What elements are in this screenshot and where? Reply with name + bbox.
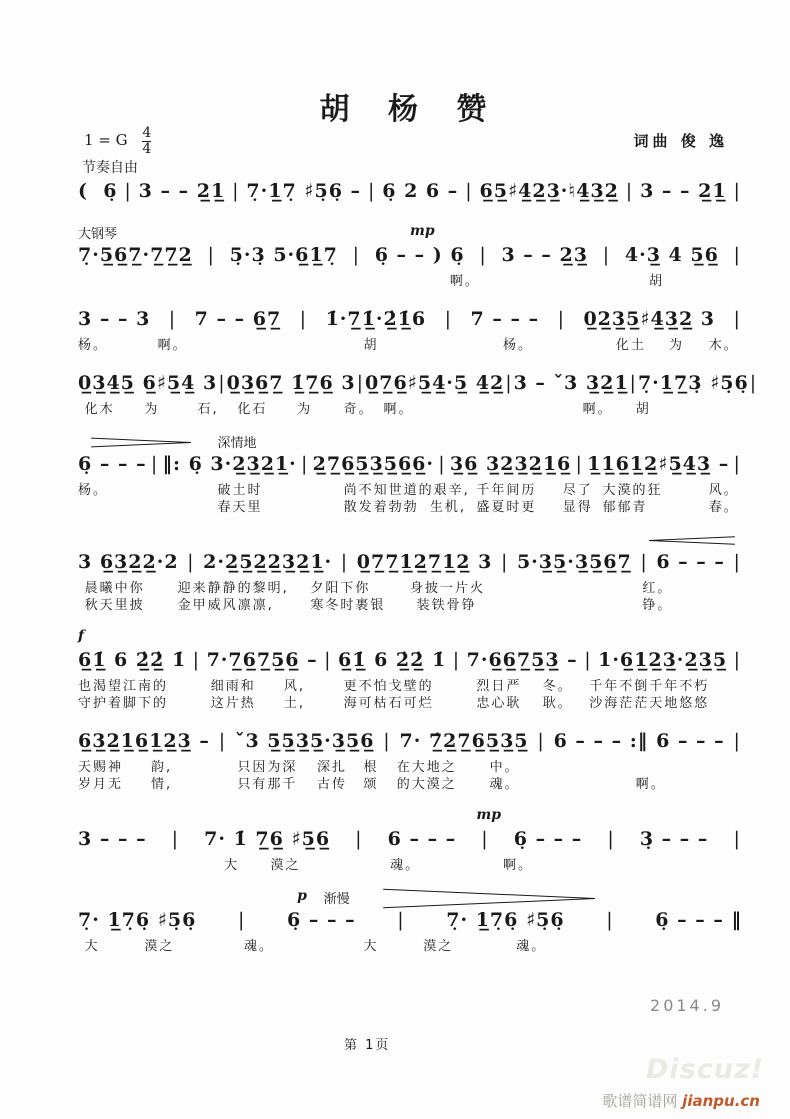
- lyric-syllable: 海可枯石可烂: [343, 696, 434, 711]
- lyric-syllable: 春。: [708, 500, 739, 515]
- measure: 6̲1̲̇ 6 2̲̇2̲̇ 1̇: [78, 649, 187, 671]
- measure: 7· 1̇ 7̲6̲ ♯5̲6̲: [204, 828, 331, 850]
- measure: 3 6̲3̲2̲2̲·2: [78, 551, 179, 573]
- measure: 7̣·5̲6̲7̲·7̲7̲2̲: [78, 244, 193, 266]
- lyric-syllable: 大漠的狂: [602, 483, 663, 498]
- lyric-syllable: 韵,: [151, 760, 173, 775]
- measure: 6̲5̲♯4̲2̲3̲·♮4̲3̲2̲: [479, 180, 619, 202]
- lyric-syllable: 啊。: [449, 274, 480, 289]
- barline: |: [602, 244, 611, 266]
- decrescendo-hairpin: [91, 437, 191, 447]
- notation-line: [78, 240, 742, 270]
- measure: 6 – – –: [387, 828, 457, 850]
- music-system-8: [78, 726, 742, 790]
- lyric-syllable: 化土: [615, 338, 646, 353]
- barline: |: [232, 180, 240, 202]
- barline: |: [355, 828, 363, 850]
- measure: 5̣·3̣ 5·6̲1̲7̣: [229, 244, 338, 266]
- barline: |: [733, 244, 741, 266]
- key-time-signature: [84, 126, 151, 156]
- time-signature-denominator: 4: [142, 140, 152, 157]
- key-signature: 1 = G: [84, 131, 128, 150]
- barline: |: [481, 828, 489, 850]
- barline: |: [237, 909, 246, 931]
- markings-row: [78, 888, 742, 905]
- measure: 0̲2̲3̲5̲♯4̲3̲2̲ 3: [583, 308, 716, 330]
- expression-marking: 大钢琴: [78, 227, 118, 242]
- music-system-3: [78, 304, 742, 351]
- barline: |: [438, 453, 446, 475]
- measure: 0̲7̲7̲1̲2̲7̲1̲2̲ 3: [356, 551, 493, 573]
- barline: |: [383, 730, 391, 752]
- lyric-syllable: 情,: [151, 777, 173, 792]
- lyric-syllable: 风,: [283, 679, 305, 694]
- measure: 1̲1̲6̲1̲2̲♯5̲4̲3̲ –: [587, 453, 730, 475]
- lyric-syllable: 只有那千: [237, 777, 298, 792]
- time-signature: [142, 126, 151, 156]
- measure: 6 – – –: [656, 551, 725, 573]
- barline: |: [537, 730, 545, 752]
- measure: 6̲1̲̇ 6 2̲̇2̲̇ 1̇: [338, 649, 447, 671]
- markings-row: [78, 432, 742, 449]
- music-system-1: [78, 176, 742, 206]
- site-watermark: [602, 1090, 760, 1111]
- lyric-syllable: 春天里: [217, 500, 263, 515]
- measure: ‖: 6̣ 3·2̲3̲2̲1̲·: [162, 453, 297, 475]
- barline: |: [733, 551, 741, 573]
- lyric-syllable: 铮。: [642, 598, 673, 613]
- composition-date: 2014.9: [650, 996, 724, 1015]
- barline: |: [733, 828, 741, 850]
- measure: 7 – – –: [470, 308, 540, 330]
- measure: 6̣ – – – ‖: [655, 909, 742, 931]
- lyric-syllable: 为: [297, 402, 313, 417]
- barline: |: [187, 551, 195, 573]
- markings-row: [78, 628, 742, 645]
- lyric-syllable: 为: [144, 402, 160, 417]
- measure: 5·3̲5̲·3̲5̲6̲7̲: [516, 551, 632, 573]
- lyric-syllable: 颂: [363, 777, 379, 792]
- measure: 1·6̲1̲2̲3̲·2̲3̲5̲: [598, 649, 728, 671]
- lyric-syllable: 大: [363, 939, 379, 954]
- music-system-9: [78, 807, 742, 871]
- notation-line: [78, 176, 742, 206]
- music-system-4: [78, 368, 758, 417]
- notation-line: [78, 645, 742, 675]
- barline: |: [452, 649, 461, 671]
- lyrics-line: [78, 270, 742, 287]
- lyric-syllable: 中。: [489, 760, 520, 775]
- barline: |: [575, 453, 583, 475]
- barline: |: [733, 308, 741, 330]
- barline: |: [397, 909, 405, 931]
- page-number: 第 1页: [344, 1038, 391, 1053]
- lyric-syllable: 红。: [642, 581, 673, 596]
- lyric-syllable: 装铁骨铮: [416, 598, 477, 613]
- measure: 3 – – 2̲1̲: [138, 180, 226, 202]
- barline: |: [629, 372, 637, 394]
- measure: 7̣· 1̲7̣6̣ ♯5̣6̣: [78, 909, 197, 931]
- lyric-syllable: 岁月无: [78, 777, 124, 792]
- lyric-syllable: 盛夏时更: [476, 500, 537, 515]
- lyric-syllable: 生机,: [429, 500, 467, 515]
- measure: 7 – – 6̲7̲: [194, 308, 282, 330]
- lyric-syllable: 为: [668, 338, 684, 353]
- lyric-syllable: 烈日严: [476, 679, 522, 694]
- barline: |: [557, 308, 565, 330]
- measure: 6̣ – – –: [287, 909, 356, 931]
- measure: 4·3̲ 4 5̲6̲: [624, 244, 719, 266]
- barline: |: [749, 372, 758, 394]
- lyrics-line: [78, 773, 742, 790]
- barline: |: [340, 551, 349, 573]
- markings-row: [78, 223, 742, 240]
- lyric-syllable: 木。: [708, 338, 739, 353]
- lyric-syllable: 风。: [708, 483, 739, 498]
- measure: 0̲7̲6̲♯5̲4̲·5̲ 4̲2̲: [365, 372, 505, 394]
- measure: 6̣ – – –: [78, 453, 147, 475]
- barline: |: [171, 828, 180, 850]
- lyric-syllable: 显得: [562, 500, 593, 515]
- lyrics-line: [78, 935, 742, 952]
- lyric-syllable: 郁郁青: [602, 500, 648, 515]
- lyric-syllable: 尚不知世道的艰辛,: [343, 483, 470, 498]
- lyric-syllable: 啊。: [157, 338, 188, 353]
- music-system-2: [78, 223, 742, 287]
- lyric-syllable: 魂。: [244, 939, 275, 954]
- notation-systems: [78, 176, 758, 969]
- lyric-syllable: 漠之: [270, 858, 301, 873]
- lyric-syllable: 土,: [283, 696, 305, 711]
- measure: 3 – ˇ3 3̲2̲1̲: [513, 372, 629, 394]
- song-title: 胡 杨 赞: [319, 92, 501, 127]
- lyric-syllable: 守护着脚下的: [78, 696, 169, 711]
- lyric-syllable: 啊。: [635, 777, 666, 792]
- lyric-syllable: 魂。: [489, 777, 520, 792]
- measure: 7·6̲6̲7̲5̲3̲ –: [466, 649, 578, 671]
- music-system-7: [78, 628, 742, 709]
- lyric-syllable: 身披一片火: [410, 581, 486, 596]
- lyric-syllable: 更不怕戈壁的: [343, 679, 434, 694]
- markings-row: [78, 807, 742, 824]
- lyric-syllable: 魂。: [516, 939, 547, 954]
- measure: 7̣·1̲7̣ ♯5̣6̣ –: [246, 180, 362, 202]
- lyric-syllable: 只因为深: [237, 760, 298, 775]
- barline: |: [367, 180, 376, 202]
- lyric-syllable: 大: [84, 939, 100, 954]
- lyrics-line: [78, 334, 742, 351]
- lyrics-line: [78, 594, 742, 611]
- barline: |: [584, 649, 592, 671]
- lyrics-line: [78, 756, 742, 773]
- lyric-syllable: 啊。: [383, 402, 414, 417]
- lyric-syllable: 根: [363, 760, 379, 775]
- notation-line: [78, 905, 742, 935]
- lyric-syllable: 迎来静静的黎明,: [177, 581, 289, 596]
- measure: ˇ3 5̲5̲3̲5̲·3̲5̲6̲: [234, 730, 375, 752]
- expression-marking: 深情地: [217, 436, 257, 451]
- lyrics-line: [78, 577, 742, 594]
- lyric-syllable: 破土时: [217, 483, 263, 498]
- lyric-syllable: 奇。: [343, 402, 374, 417]
- barline: |: [500, 551, 509, 573]
- lyric-syllable: 漠之: [423, 939, 454, 954]
- notation-line: [78, 304, 742, 334]
- lyric-syllable: 化石: [237, 402, 268, 417]
- lyrics-line: [78, 854, 742, 871]
- barline: |: [640, 551, 648, 573]
- barline: |: [733, 453, 741, 475]
- site-watermark-domain: jianpu.cn: [682, 1092, 760, 1110]
- measure: 3̣ – – –: [639, 828, 709, 850]
- lyric-syllable: 化木: [84, 402, 115, 417]
- lyric-syllable: 这片热: [210, 696, 256, 711]
- barline: |: [150, 453, 159, 475]
- measure: 7̣· 1̲7̣6̣ ♯5̣6̣: [446, 909, 565, 931]
- lyric-syllable: 啊。: [582, 402, 613, 417]
- measure: 6̣ 2 6 –: [382, 180, 459, 202]
- measure: 0̲3̲4̲5̲ 6̲♯5̲4̲ 3: [78, 372, 218, 394]
- lyric-syllable: 天赐神: [78, 760, 124, 775]
- discuz-watermark: Discuz!: [646, 1054, 764, 1085]
- site-watermark-name: 歌谱简谱网: [602, 1092, 678, 1110]
- dynamic-marking: mp: [476, 807, 501, 823]
- lyric-syllable: 沙海茫茫天地悠悠: [589, 696, 710, 711]
- dynamic-marking: mp: [410, 223, 435, 239]
- lyric-syllable: 胡: [363, 338, 379, 353]
- lyrics-line: [78, 479, 742, 496]
- barline: |: [324, 649, 332, 671]
- lyric-syllable: 杨。: [78, 483, 109, 498]
- lyric-syllable: 金甲威风凛凛,: [177, 598, 274, 613]
- lyrics-line: [78, 675, 742, 692]
- time-signature-numerator: 4: [142, 125, 152, 141]
- lyric-syllable: 深扎: [317, 760, 348, 775]
- measure: 7̣·1̲7̲3̣ ♯5̣6̣: [637, 372, 749, 394]
- measure: 3 – – –: [78, 828, 147, 850]
- lyric-syllable: 千年不倒千年不朽: [589, 679, 710, 694]
- barline: |: [479, 244, 487, 266]
- lyrics-line: [78, 496, 742, 513]
- notation-line: [78, 824, 742, 854]
- lyric-syllable: 胡: [649, 274, 665, 289]
- lyric-syllable: 尽了: [562, 483, 593, 498]
- lyric-syllable: 啊。: [502, 858, 533, 873]
- measure: 6 – – –: [656, 730, 725, 752]
- lyric-syllable: 晨曦中你: [84, 581, 145, 596]
- music-system-6: [78, 530, 742, 611]
- decrescendo-hairpin: [383, 893, 595, 903]
- barline: |: [733, 180, 741, 202]
- measure: 6 – – – :‖: [553, 730, 649, 752]
- measure: 1̇·7̲1̲̇·2̲̇1̲̇6: [325, 308, 427, 330]
- notation-line: [78, 368, 758, 398]
- music-system-10: [78, 888, 742, 952]
- notation-line: [78, 726, 742, 756]
- barline: |: [625, 180, 634, 202]
- composer-credit: 词曲 俊 逸: [633, 132, 728, 150]
- measure: 0̲3̲6̲7̲ 1̲̇7̲6̲ 3: [226, 372, 356, 394]
- measure: 2̲7̲6̲5̲3̲5̲6̲6̲·: [312, 453, 435, 475]
- barline: |: [207, 244, 215, 266]
- lyric-syllable: 在大地之: [396, 760, 457, 775]
- lyric-syllable: 古传: [317, 777, 348, 792]
- lyric-syllable: 的大漠之: [396, 777, 457, 792]
- barline: |: [299, 308, 308, 330]
- lyric-syllable: 散发着勃勃: [343, 500, 419, 515]
- barline: |: [465, 180, 473, 202]
- lyric-syllable: 大: [224, 858, 240, 873]
- dynamic-marking: f: [78, 628, 85, 644]
- barline: |: [733, 730, 741, 752]
- lyric-syllable: 魂。: [390, 858, 421, 873]
- markings-row: [78, 530, 742, 547]
- dynamic-marking: p: [297, 888, 307, 904]
- measure: 6̲3̲2̲1̲6̲1̲2̲3̲ –: [78, 730, 210, 752]
- barline: |: [505, 372, 513, 394]
- barline: |: [606, 909, 614, 931]
- lyric-syllable: 胡: [635, 402, 651, 417]
- lyric-syllable: 冬。: [542, 679, 573, 694]
- tempo-marking: 节奏自由: [82, 160, 138, 176]
- barline: |: [192, 649, 201, 671]
- lyrics-line: [78, 398, 742, 415]
- measure: 7·7̲6̲7̲5̲6̲ –: [206, 649, 318, 671]
- barline: |: [607, 828, 615, 850]
- lyrics-line: [78, 692, 742, 709]
- measure: 2·2̲5̲2̲2̲3̲2̲1̲·: [203, 551, 333, 573]
- barline: |: [218, 372, 226, 394]
- lyric-syllable: 杨。: [78, 338, 109, 353]
- expression-marking: 渐慢: [323, 892, 350, 907]
- barline: |: [168, 308, 177, 330]
- lyric-syllable: 忠心耿: [476, 696, 522, 711]
- barline: |: [356, 372, 364, 394]
- barline: |: [124, 180, 132, 202]
- measure: 6̣ – – ) 6̣: [374, 244, 465, 266]
- barline: |: [218, 730, 227, 752]
- barline: |: [733, 649, 741, 671]
- lyric-syllable: 细雨和: [210, 679, 256, 694]
- measure: 3̲6̲ 3̲2̲3̲2̲1̲6̲: [449, 453, 572, 475]
- notation-line: [78, 547, 742, 577]
- lyric-syllable: 寒冬时裹银: [310, 598, 386, 613]
- measure: ( 6̣: [78, 180, 118, 202]
- lyric-syllable: 也渴望江南的: [78, 679, 169, 694]
- lyric-syllable: 杨。: [502, 338, 533, 353]
- measure: 6̣ – – –: [513, 828, 583, 850]
- measure: 3 – – 3: [78, 308, 151, 330]
- lyric-syllable: 耿。: [542, 696, 573, 711]
- notation-line: [78, 449, 742, 479]
- lyric-syllable: 漠之: [144, 939, 175, 954]
- lyric-syllable: 秋天里披: [84, 598, 145, 613]
- measure: 3 – – 2̲1̲: [640, 180, 727, 202]
- lyric-syllable: 千年间历: [476, 483, 537, 498]
- barline: |: [352, 244, 360, 266]
- barline: |: [444, 308, 453, 330]
- lyric-syllable: 石,: [197, 402, 219, 417]
- music-system-5: [78, 432, 742, 513]
- crescendo-hairpin: [649, 535, 735, 545]
- barline: |: [300, 453, 309, 475]
- measure: 3 – – 2̲3̲: [501, 244, 588, 266]
- lyric-syllable: 夕阳下你: [310, 581, 371, 596]
- measure: 7· 7̲̇2̲7̲6̲5̲3̲5̲: [399, 730, 529, 752]
